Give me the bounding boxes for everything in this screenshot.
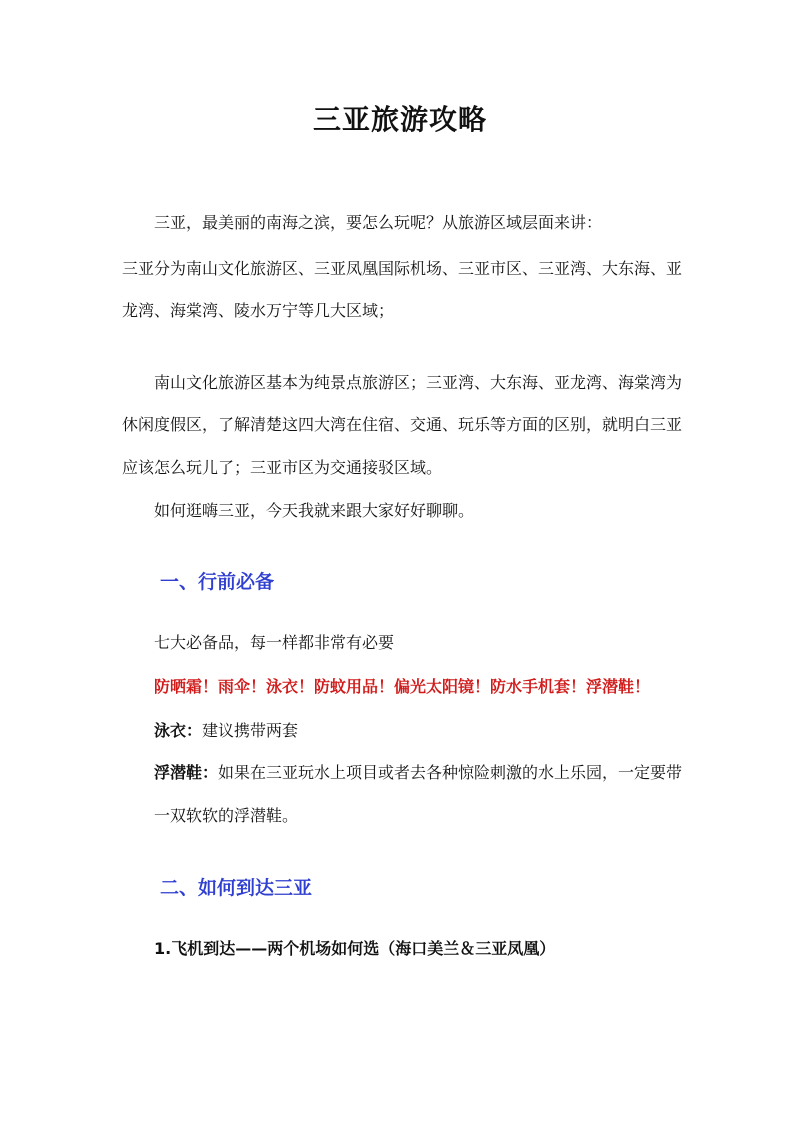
intro-line-2: 三亚分为南山文化旅游区、三亚凤凰国际机场、三亚市区、三亚湾、大东海、亚	[122, 259, 683, 278]
shoes-label: 浮潜鞋：	[154, 763, 219, 782]
shoes-text-1: 如果在三亚玩水上项目或者去各种惊险刺激的水上乐园，一定要带	[218, 763, 683, 782]
para2-line-2: 休闲度假区，了解清楚这四大湾在住宿、交通、玩乐等方面的区别，就明白三亚	[122, 415, 683, 434]
swimsuit-label: 泳衣：	[154, 721, 203, 740]
intro-line-1: 三亚，最美丽的南海之滨，要怎么玩呢？从旅游区域层面来讲：	[154, 213, 603, 232]
page-title: 三亚旅游攻略	[312, 103, 487, 136]
para3-line: 如何逛嗨三亚，今天我就来跟大家好好聊聊。	[154, 501, 475, 520]
swimsuit-text: 建议携带两套	[202, 721, 299, 740]
shoes-note-line-2: 一双软软的浮潜鞋。	[154, 806, 299, 825]
section2-sub1: 1.飞机到达——两个机场如何选（海口美兰＆三亚凤凰）	[154, 939, 556, 958]
section1-lead: 七大必备品，每一样都非常有必要	[154, 633, 395, 652]
swimsuit-note	[154, 720, 714, 742]
shoes-note-line-1	[154, 762, 714, 784]
para2-line-3: 应该怎么玩儿了；三亚市区为交通接驳区域。	[122, 458, 443, 477]
essentials-list: 防晒霜！雨伞！泳衣！防蚊用品！偏光太阳镜！防水手机套！浮潜鞋！	[154, 677, 651, 696]
section1-heading: 一、行前必备	[160, 571, 275, 593]
intro-line-3: 龙湾、海棠湾、陵水万宁等几大区域；	[122, 301, 395, 320]
section2-heading: 二、如何到达三亚	[160, 877, 313, 899]
para2-line-1: 南山文化旅游区基本为纯景点旅游区；三亚湾、大东海、亚龙湾、海棠湾为	[154, 373, 683, 392]
